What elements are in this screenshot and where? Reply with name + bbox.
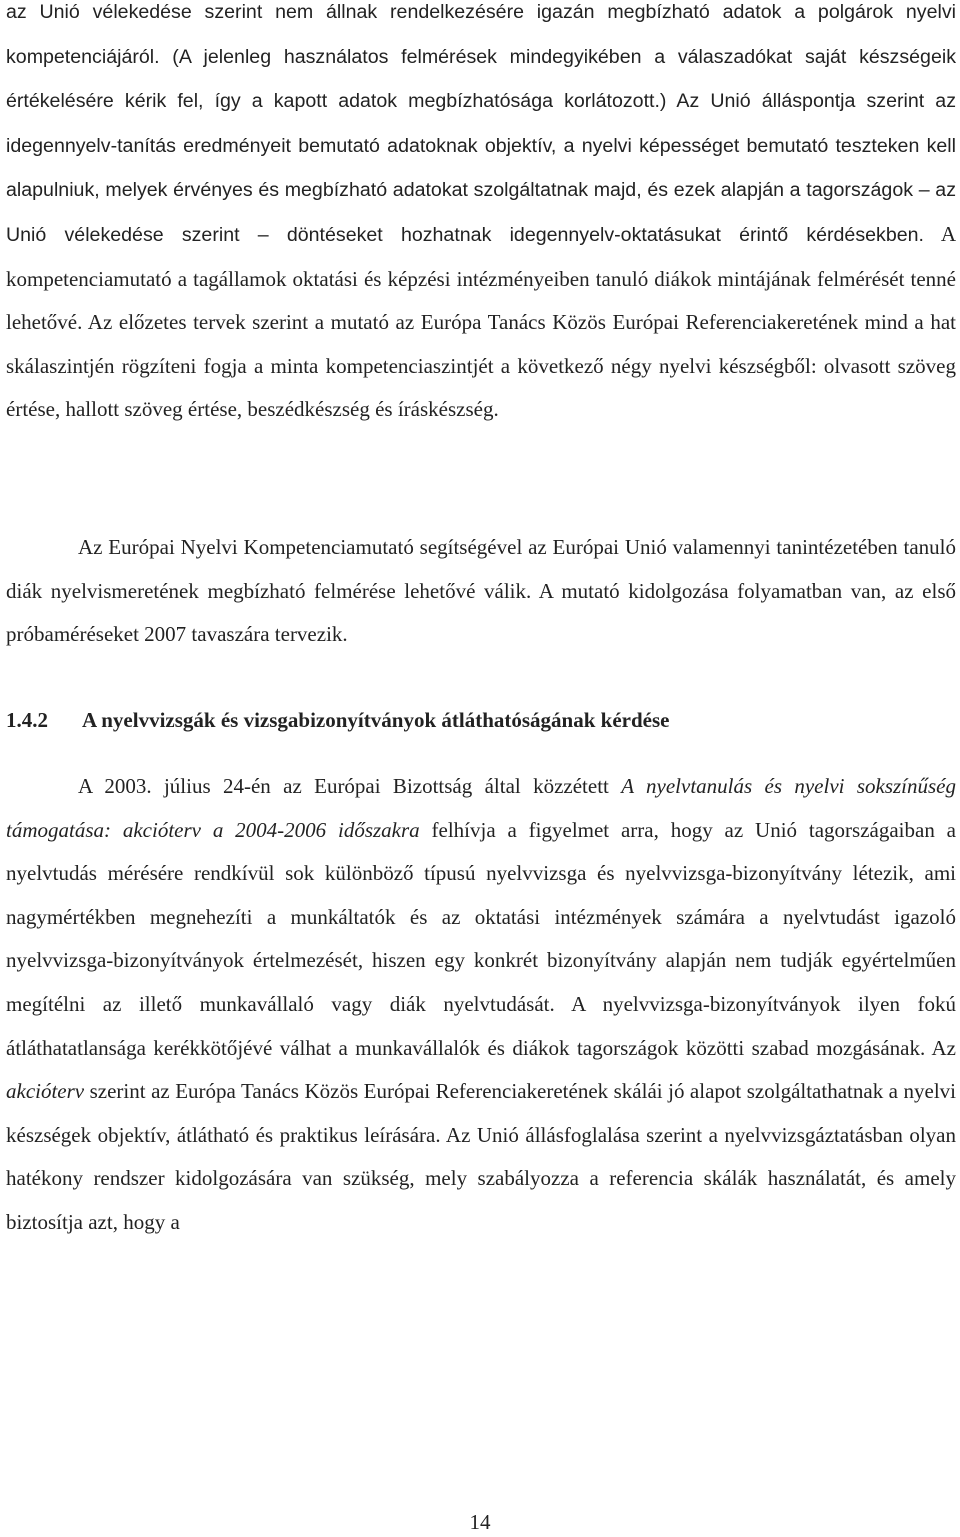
paragraph-action-plan [6, 765, 956, 1245]
page-number: 14 [469, 1510, 491, 1534]
italic-term: akcióterv [6, 1079, 85, 1104]
italic-document-title: A nyelvtanulás és nyelvi sokszínűség támogatása: akcióterv a 2004-2006 időszakra [6, 774, 956, 842]
paragraph-text: A 2003. július 24-én az Európai Bizottság által közzétett [78, 774, 622, 798]
paragraph-text-sans: az Unió vélekedése szerint nem állnak rendelkezésére igazán megbízható adatok a polgárok nyelvi kompetenciájáról. (A jelenleg használatos felmérések mindegyikében a válaszadókat saját készségeik értékelésére kérik fel, így a kapott adatok megbízhatósága korlátozott.) Az Unió álláspontja szerint az idegennyelv-tanítás eredményeit bemutató adatoknak objektív, a nyelvi képességet bemutató teszteken kell alapulniuk, melyek érvényes és megbízható adatokat szolgáltatnak majd, és ezek alapján a tagországok – az Unió vélekedése szerint – döntéseket hozhatnak idegennyelv-oktatásukat érintő kérdésekben. [6, 1, 956, 246]
paragraph-text: szerint az Európa Tanács Közös Európai Referenciakeretének skálái jó alapot szolgáltathatnak a nyelvi készségek objektív, átlátható és praktikus leírására. Az Unió állásfoglalása szerint a nyelvvizsgáztatásban olyan hatékony rendszer kidolgozására van szükség, mely szabályozza a referencia skálák használatát, és amely biztosítja azt, hogy a [6, 1079, 956, 1234]
paragraph-text: felhívja a figyelmet arra, hogy az Unió tagországaiban a nyelvtudás mérésére rendkívül sok különböző típusú nyelvvizsga és nyelvvizsga-bizonyítvány létezik, ami nagymértékben megnehezíti a munkáltatók és az oktatási intézmények számára a nyelvtudást igazoló nyelvvizsga-bizonyítványok értelmezését, hiszen egy konkrét bizonyítvány alapján nem tudják egyértelműen megítélni az illető munkavállaló vagy diák nyelvtudását. A nyelvvizsga-bizonyítványok ilyen fokú átláthatatlansága kerékkötőjévé válhat a munkavállalók és diákok tagországok közötti szabad mozgásának. Az [6, 817, 956, 1060]
section-heading [6, 700, 669, 740]
section-title: A nyelvvizsgák és vizsgabizonyítványok átláthatóságának kérdése [82, 708, 670, 732]
paragraph-text-serif: A kompetenciamutató a tagállamok oktatási és képzési intézményeiben tanuló diákok mintájának felmérését tenné lehetővé. Az előzetes tervek szerint a mutató az Európa Tanács Közös Európai Referenciakeretének mind a hat skálaszintjén rögzíteni fogja a minta kompetenciaszintjét a következő négy nyelvi készségből: olvasott szöveg értése, hallott szöveg értése, beszédkészség és íráskészség. [6, 221, 956, 422]
section-number: 1.4.2 [6, 708, 48, 732]
paragraph-indicator-summary: Az Európai Nyelvi Kompetenciamutató segítségével az Európai Unió valamennyi tanintézetében tanuló diák nyelvismeretének megbízható felmérése lehetővé válik. A mutató kidolgozása folyamatban van, az első próbaméréseket 2007 tavaszára tervezik. [6, 535, 956, 647]
paragraph-competence-indicator [6, 0, 956, 432]
